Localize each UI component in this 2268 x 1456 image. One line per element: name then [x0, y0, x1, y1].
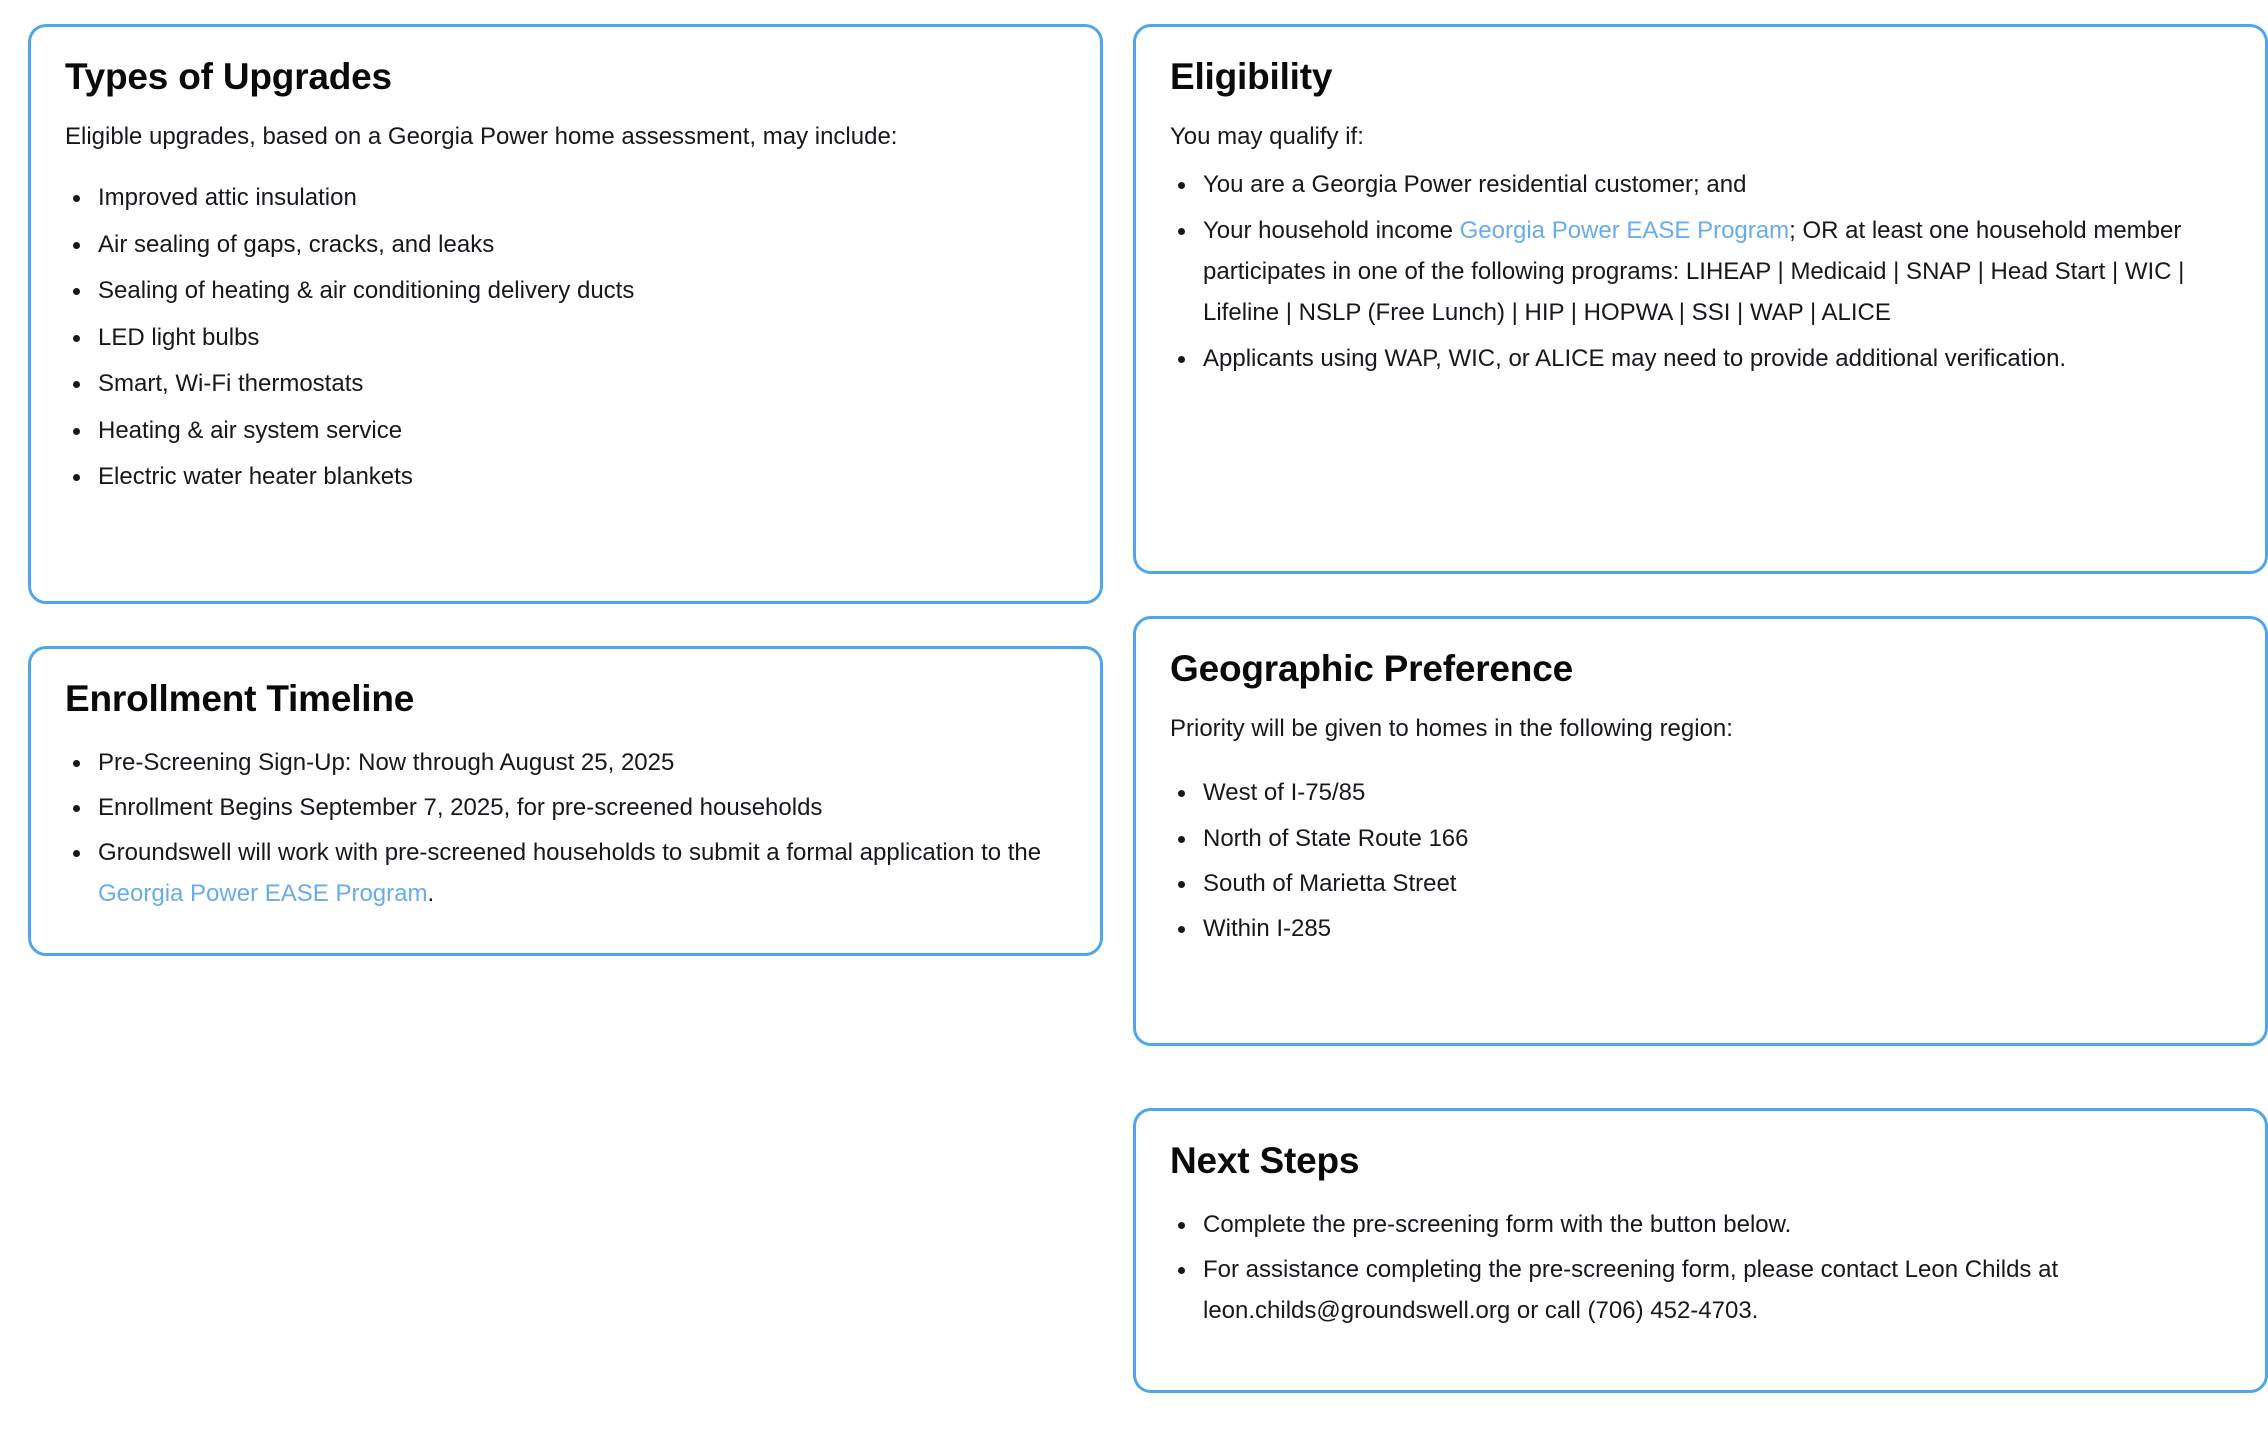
eligibility-title: Eligibility: [1170, 56, 1333, 97]
right-column-spacer-2: [1133, 1046, 2268, 1108]
cards-grid: [28, 24, 2240, 1393]
list-item: South of Marietta Street: [1170, 863, 2231, 904]
list-item: Enrollment Begins September 7, 2025, for pre-screened households: [65, 787, 1066, 828]
eligibility-list: [1170, 164, 2231, 378]
list-item: Heating & air system service: [65, 413, 1066, 449]
right-column: [1133, 24, 2268, 1393]
card-enrollment-timeline: [28, 646, 1103, 956]
list-item: Complete the pre-screening form with the button below.: [1170, 1204, 2231, 1245]
list-item: Electric water heater blankets: [65, 459, 1066, 495]
georgia-power-ease-program-link[interactable]: Georgia Power EASE Program: [1459, 216, 1790, 244]
left-column-spacer: [28, 604, 1103, 646]
list-item: Improved attic insulation: [65, 180, 1066, 216]
types-of-upgrades-list: [65, 180, 1066, 495]
timeline-link-text-before: Groundswell will work with pre-screened households to submit a formal application to the: [98, 839, 1042, 867]
eligibility-link-text-after: ; OR at least one household member participates in one of the following programs: LIHEAP | Medicaid | SNAP | Head Start | WIC | Lifeline | NSLP (Free Lunch) | HIP | HOPWA | SSI | WAP | ALICE: [1203, 216, 2185, 327]
list-item: Pre-Screening Sign-Up: Now through August 25, 2025: [65, 742, 1066, 783]
geographic-preference-intro: Priority will be given to homes in the following region:: [1170, 714, 1733, 742]
next-steps-title: Next Steps: [1170, 1140, 1360, 1181]
eligibility-intro: You may qualify if:: [1170, 122, 1364, 150]
list-item: Applicants using WAP, WIC, or ALICE may need to provide additional verification.: [1170, 338, 2231, 379]
geographic-preference-list: [1170, 772, 2231, 949]
left-column: [28, 24, 1103, 956]
list-item: You are a Georgia Power residential customer; and: [1170, 164, 2231, 205]
types-of-upgrades-intro: Eligible upgrades, based on a Georgia Power home assessment, may include:: [65, 122, 898, 150]
next-steps-list: [1170, 1204, 2231, 1332]
georgia-power-ease-program-link[interactable]: Georgia Power EASE Program: [98, 880, 428, 908]
enrollment-timeline-list: [65, 742, 1066, 915]
right-column-spacer-1: [1133, 574, 2268, 616]
card-types-of-upgrades: [28, 24, 1103, 604]
list-item: Within I-285: [1170, 908, 2231, 949]
card-eligibility: [1133, 24, 2268, 574]
list-item: North of State Route 166: [1170, 818, 2231, 859]
list-item: West of I-75/85: [1170, 772, 2231, 813]
list-item: LED light bulbs: [65, 320, 1066, 356]
timeline-link-text-after: .: [427, 880, 435, 908]
list-item: Sealing of heating & air conditioning delivery ducts: [65, 273, 1066, 309]
list-item-with-link: [1170, 210, 2231, 334]
list-item: Smart, Wi-Fi thermostats: [65, 366, 1066, 402]
types-of-upgrades-title: Types of Upgrades: [65, 56, 392, 97]
list-item: For assistance completing the pre-screening form, please contact Leon Childs at leon.childs@groundswell.org or call (706) 452-4703.: [1170, 1249, 2231, 1332]
enrollment-timeline-title: Enrollment Timeline: [65, 678, 415, 719]
geographic-preference-title: Geographic Preference: [1170, 648, 1573, 689]
card-geographic-preference: [1133, 616, 2268, 1046]
list-item: Air sealing of gaps, cracks, and leaks: [65, 227, 1066, 263]
eligibility-link-text-before: Your household income: [1203, 216, 1460, 244]
card-next-steps: [1133, 1108, 2268, 1393]
list-item-with-link: [65, 832, 1066, 915]
